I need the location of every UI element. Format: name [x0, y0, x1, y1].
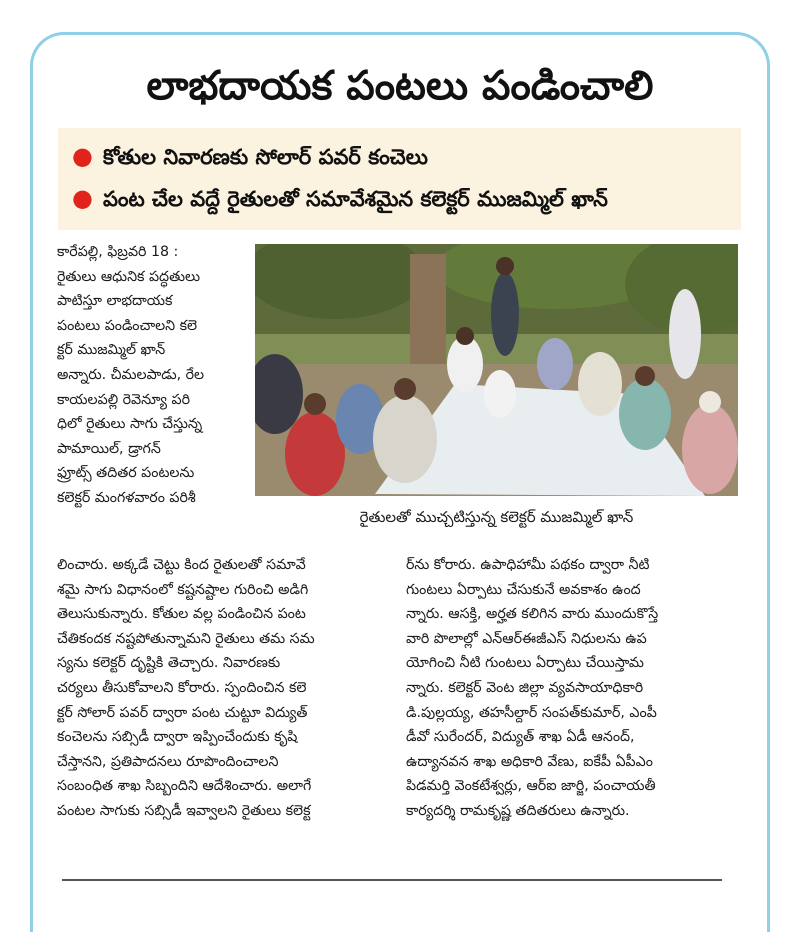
- text-line: చర్యలు తీసుకోవాలని కోరారు. స్పందించిన కలె: [57, 679, 307, 696]
- text-line: ధిలో రైతులు సాగు చేస్తున్న: [57, 416, 203, 433]
- article-column-1: [57, 240, 247, 511]
- photo-caption: రైతులతో ముచ్చటిస్తున్న కలెక్టర్ ముజమ్మిల్ ఖాన్: [359, 508, 634, 526]
- article-column-3: [406, 553, 742, 824]
- text-line: కంచెలను సబ్సిడీ ద్వారా ఇప్పించేందుకు కృషి: [57, 729, 298, 746]
- text-line: చేతికందక నష్టపోతున్నామని రైతులు తమ సమ: [57, 630, 315, 647]
- text-line: తెలుసుకున్నారు. కోతుల వల్ల పండించిన పంట: [57, 606, 306, 623]
- text-line: న్నారు. కలెక్టర్ వెంట జిల్లా వ్యవసాయాధికారి: [406, 679, 644, 696]
- sub-headline-2-text: పంట చేల వద్దే రైతులతో సమావేశమైన కలెక్టర్ ముజమ్మిల్ ఖాన్: [102, 187, 608, 211]
- text-line: క్టర్ ముజమ్మిల్ ఖాన్: [57, 342, 166, 359]
- bottom-divider: [62, 879, 722, 881]
- text-line: గుంటలు ఏర్పాటు చేసుకునే అవకాశం ఉంద: [406, 581, 641, 598]
- text-line: పిడమర్తి వెంకటేశ్వర్లు, ఆర్‌ఐ జార్జి, పంచాయతీ: [406, 778, 656, 795]
- sub-headline-1: [72, 142, 428, 171]
- text-line: పామాయిల్, డ్రాగన్: [57, 440, 161, 457]
- bullet-icon: ●: [72, 142, 93, 170]
- text-line: ఉద్యానవన శాఖ అధికారి వేణు, ఐకేపీ ఏపీఎం: [406, 753, 653, 770]
- text-line: పంటల సాగుకు సబ్సిడీ ఇవ్వాలని రైతులు కలెక్ట: [57, 802, 311, 819]
- sub-headline-box: [58, 128, 741, 230]
- sub-headline-2: [72, 184, 608, 213]
- text-line: చేస్తానని, ప్రతిపాదనలు రూపొందించాలని: [57, 753, 279, 770]
- text-line: కారేపల్లి, ఫిబ్రవరి 18 :: [57, 244, 179, 260]
- text-line: స్యను కలెక్టర్ దృష్టికి తెచ్చారు. నివారణకు: [57, 655, 281, 672]
- text-line: ర్‌ను కోరారు. ఉపాధిహామీ పథకం ద్వారా నీటి: [406, 557, 650, 573]
- headline: లాభదాయక పంటలు పండించాలి: [146, 63, 654, 109]
- text-line: పంటలు పండించాలని కలె: [57, 317, 198, 334]
- text-line: శమై సాగు విధానంలో కష్టనష్టాల గురించి అడిగి: [57, 581, 309, 598]
- text-line: న్నారు. ఆసక్తి, అర్హత కలిగిన వారు ముందుకొస్తే: [406, 606, 659, 623]
- text-line: క్టర్ సోలార్ పవర్ ద్వారా పంట చుట్టూ విద్యుత్: [57, 704, 308, 721]
- text-line: లించారు. అక్కడే చెట్టు కింద రైతులతో సమావే: [57, 557, 306, 573]
- text-line: డి.పుల్లయ్య, తహసీల్దార్ సంపత్‌కుమార్, ఎంపీ: [406, 704, 657, 721]
- text-line: సంబంధిత శాఖ సిబ్బందిని ఆదేశించారు. అలాగే: [57, 778, 312, 795]
- text-line: అన్నారు. చీమలపాడు, రేల: [57, 366, 205, 383]
- text-line: కార్యదర్శి రామకృష్ణ తదితరులు ఉన్నారు.: [406, 802, 630, 819]
- article-column-2: [57, 553, 395, 824]
- text-line: కలెక్టర్ మంగళవారం పరిశీ: [57, 489, 196, 506]
- text-line: కాయలపల్లి రెవెన్యూ పరి: [57, 391, 191, 408]
- text-line: యోగించి నీటి గుంటలు ఏర్పాటు చేయిస్తామ: [406, 655, 644, 672]
- text-line: వారి పొలాల్లో ఎన్‌ఆర్‌ఈజీఎస్ నిధులను ఉప: [406, 630, 647, 647]
- text-line: డీవో సురేందర్, విద్యుత్ శాఖ ఏడీ ఆనంద్,: [406, 729, 635, 746]
- news-photo: [255, 244, 738, 496]
- text-line: ఫ్రూట్స్ తదితర పంటలను: [57, 465, 195, 482]
- sub-headline-1-text: కోతుల నివారణకు సోలార్ పవర్ కంచెలు: [102, 145, 428, 169]
- text-line: రైతులు ఆధునిక పద్ధతులు: [57, 268, 200, 285]
- text-line: పాటిస్తూ లాభదాయక: [57, 293, 173, 310]
- bullet-icon: ●: [72, 184, 93, 212]
